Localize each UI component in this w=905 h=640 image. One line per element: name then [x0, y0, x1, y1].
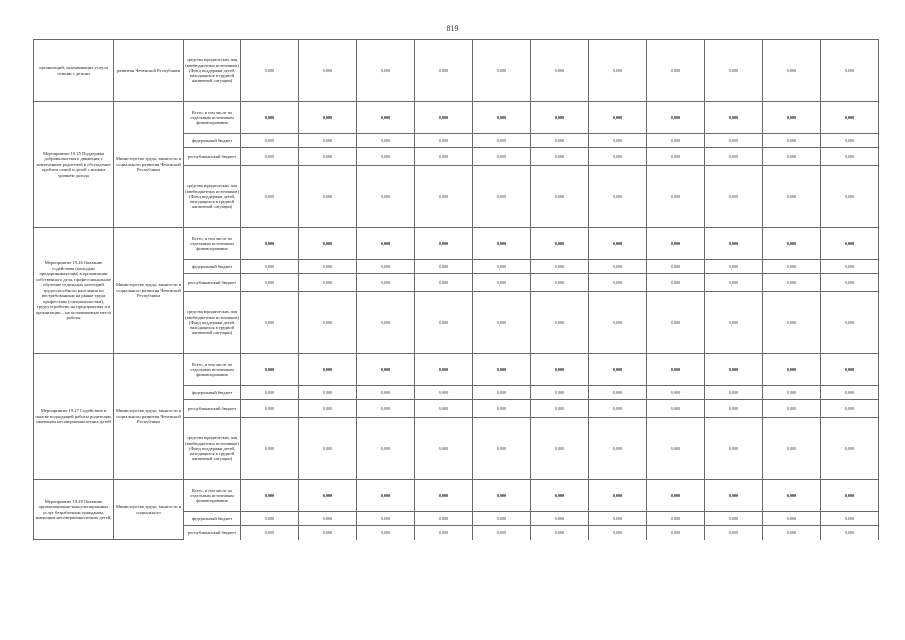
amount-cell: 0,000	[299, 480, 357, 512]
amount-cell: 0,000	[821, 274, 879, 292]
amount-cell: 0,000	[241, 386, 299, 400]
amount-cell: 0,000	[531, 386, 589, 400]
amount-cell: 0,000	[589, 148, 647, 166]
amount-cell: 0,000	[241, 260, 299, 274]
amount-cell: 0,000	[241, 40, 299, 102]
amount-cell: 0,000	[705, 386, 763, 400]
page-number: 819	[446, 24, 459, 33]
amount-cell: 0,000	[647, 260, 705, 274]
funding-source-cell: средства юридических лиц (внебюджетных источников) (Фонд поддержки детей, находящихся в трудной жизненной ситуации)	[184, 166, 241, 228]
amount-cell: 0,000	[531, 400, 589, 418]
amount-cell: 0,000	[473, 526, 531, 540]
amount-cell: 0,000	[647, 526, 705, 540]
amount-cell: 0,000	[415, 166, 473, 228]
amount-cell: 0,000	[821, 228, 879, 260]
amount-cell: 0,000	[473, 102, 531, 134]
amount-cell: 0,000	[763, 354, 821, 386]
amount-cell: 0,000	[821, 418, 879, 480]
amount-cell: 0,000	[647, 386, 705, 400]
amount-cell: 0,000	[531, 166, 589, 228]
amount-cell: 0,000	[821, 134, 879, 148]
amount-cell: 0,000	[357, 102, 415, 134]
amount-cell: 0,000	[763, 418, 821, 480]
amount-cell: 0,000	[763, 102, 821, 134]
amount-cell: 0,000	[589, 134, 647, 148]
amount-cell: 0,000	[357, 480, 415, 512]
executor-cell: развития Чеченской Республики	[114, 40, 184, 102]
amount-cell: 0,000	[705, 400, 763, 418]
amount-cell: 0,000	[299, 274, 357, 292]
funding-source-cell: республиканский бюджет	[184, 400, 241, 418]
amount-cell: 0,000	[241, 274, 299, 292]
amount-cell: 0,000	[763, 166, 821, 228]
amount-cell: 0,000	[647, 40, 705, 102]
amount-cell: 0,000	[415, 418, 473, 480]
amount-cell: 0,000	[299, 148, 357, 166]
amount-cell: 0,000	[763, 274, 821, 292]
amount-cell: 0,000	[589, 260, 647, 274]
funding-source-cell: республиканский бюджет	[184, 526, 241, 540]
amount-cell: 0,000	[299, 386, 357, 400]
amount-cell: 0,000	[705, 526, 763, 540]
budget-table	[33, 39, 879, 540]
amount-cell: 0,000	[415, 228, 473, 260]
amount-cell: 0,000	[531, 480, 589, 512]
amount-cell: 0,000	[589, 166, 647, 228]
amount-cell: 0,000	[647, 134, 705, 148]
amount-cell: 0,000	[821, 260, 879, 274]
amount-cell: 0,000	[357, 354, 415, 386]
amount-cell: 0,000	[705, 148, 763, 166]
amount-cell: 0,000	[763, 228, 821, 260]
amount-cell: 0,000	[647, 400, 705, 418]
amount-cell: 0,000	[299, 400, 357, 418]
amount-cell: 0,000	[589, 40, 647, 102]
amount-cell: 0,000	[473, 228, 531, 260]
table-row	[34, 228, 879, 260]
amount-cell: 0,000	[705, 134, 763, 148]
amount-cell: 0,000	[705, 166, 763, 228]
amount-cell: 0,000	[705, 274, 763, 292]
funding-source-cell: федеральный бюджет	[184, 386, 241, 400]
amount-cell: 0,000	[473, 354, 531, 386]
amount-cell: 0,000	[531, 148, 589, 166]
amount-cell: 0,000	[415, 400, 473, 418]
amount-cell: 0,000	[589, 512, 647, 526]
amount-cell: 0,000	[647, 418, 705, 480]
amount-cell: 0,000	[241, 292, 299, 354]
amount-cell: 0,000	[415, 512, 473, 526]
amount-cell: 0,000	[299, 418, 357, 480]
amount-cell: 0,000	[415, 148, 473, 166]
funding-source-cell: Всего, в том числе по отдельным источникам финансирования	[184, 102, 241, 134]
amount-cell: 0,000	[241, 418, 299, 480]
amount-cell: 0,000	[299, 228, 357, 260]
amount-cell: 0,000	[415, 354, 473, 386]
amount-cell: 0,000	[821, 292, 879, 354]
amount-cell: 0,000	[415, 526, 473, 540]
amount-cell: 0,000	[705, 228, 763, 260]
amount-cell: 0,000	[415, 274, 473, 292]
amount-cell: 0,000	[763, 480, 821, 512]
amount-cell: 0,000	[531, 526, 589, 540]
amount-cell: 0,000	[647, 166, 705, 228]
amount-cell: 0,000	[705, 102, 763, 134]
amount-cell: 0,000	[357, 166, 415, 228]
funding-source-cell: Всего, в том числе по отдельным источникам финансирования	[184, 228, 241, 260]
amount-cell: 0,000	[705, 418, 763, 480]
amount-cell: 0,000	[763, 260, 821, 274]
amount-cell: 0,000	[705, 40, 763, 102]
funding-source-cell: Всего, в том числе по отдельным источникам финансирования	[184, 354, 241, 386]
amount-cell: 0,000	[357, 40, 415, 102]
amount-cell: 0,000	[241, 102, 299, 134]
amount-cell: 0,000	[241, 134, 299, 148]
amount-cell: 0,000	[357, 526, 415, 540]
amount-cell: 0,000	[531, 102, 589, 134]
amount-cell: 0,000	[705, 512, 763, 526]
amount-cell: 0,000	[705, 480, 763, 512]
amount-cell: 0,000	[241, 400, 299, 418]
funding-source-cell: республиканский бюджет	[184, 148, 241, 166]
amount-cell: 0,000	[473, 260, 531, 274]
amount-cell: 0,000	[241, 526, 299, 540]
amount-cell: 0,000	[589, 354, 647, 386]
amount-cell: 0,000	[415, 102, 473, 134]
amount-cell: 0,000	[357, 400, 415, 418]
amount-cell: 0,000	[357, 274, 415, 292]
amount-cell: 0,000	[299, 260, 357, 274]
amount-cell: 0,000	[647, 480, 705, 512]
amount-cell: 0,000	[415, 386, 473, 400]
amount-cell: 0,000	[473, 166, 531, 228]
amount-cell: 0,000	[473, 512, 531, 526]
amount-cell: 0,000	[531, 228, 589, 260]
amount-cell: 0,000	[821, 480, 879, 512]
amount-cell: 0,000	[589, 274, 647, 292]
amount-cell: 0,000	[705, 292, 763, 354]
amount-cell: 0,000	[821, 40, 879, 102]
amount-cell: 0,000	[241, 166, 299, 228]
amount-cell: 0,000	[357, 386, 415, 400]
amount-cell: 0,000	[299, 354, 357, 386]
amount-cell: 0,000	[821, 386, 879, 400]
amount-cell: 0,000	[357, 512, 415, 526]
funding-source-cell: федеральный бюджет	[184, 260, 241, 274]
executor-cell: Министерство труда, занятости и социального развития Чеченской Республики	[114, 354, 184, 480]
amount-cell: 0,000	[763, 512, 821, 526]
amount-cell: 0,000	[415, 292, 473, 354]
amount-cell: 0,000	[589, 228, 647, 260]
amount-cell: 0,000	[589, 400, 647, 418]
amount-cell: 0,000	[473, 134, 531, 148]
amount-cell: 0,000	[357, 228, 415, 260]
funding-source-cell: средства юридических лиц (внебюджетных источников) (Фонд поддержки детей, находящихся в трудной жизненной ситуации)	[184, 418, 241, 480]
amount-cell: 0,000	[705, 354, 763, 386]
amount-cell: 0,000	[299, 102, 357, 134]
amount-cell: 0,000	[531, 134, 589, 148]
event-name-cell: организаций, оказывающих услуги семьям с детьми	[34, 40, 114, 102]
amount-cell: 0,000	[821, 148, 879, 166]
amount-cell: 0,000	[589, 292, 647, 354]
amount-cell: 0,000	[763, 148, 821, 166]
amount-cell: 0,000	[299, 134, 357, 148]
amount-cell: 0,000	[531, 292, 589, 354]
amount-cell: 0,000	[705, 260, 763, 274]
amount-cell: 0,000	[647, 102, 705, 134]
amount-cell: 0,000	[473, 418, 531, 480]
amount-cell: 0,000	[299, 292, 357, 354]
event-name-cell: Мероприятие 19.27 Содействие в поиске подходящей работы родителям, имеющим несовершеннолетних детей	[34, 354, 114, 480]
amount-cell: 0,000	[415, 40, 473, 102]
amount-cell: 0,000	[531, 40, 589, 102]
amount-cell: 0,000	[821, 102, 879, 134]
amount-cell: 0,000	[647, 292, 705, 354]
funding-source-cell: Всего, в том числе по отдельным источникам финансирования	[184, 480, 241, 512]
amount-cell: 0,000	[473, 40, 531, 102]
amount-cell: 0,000	[821, 354, 879, 386]
amount-cell: 0,000	[647, 148, 705, 166]
event-name-cell: Мероприятие 19.28 Оказание организационно-консультационных услуг безработным гражданам, имеющим несовершеннолетних детей,	[34, 480, 114, 540]
amount-cell: 0,000	[241, 228, 299, 260]
amount-cell: 0,000	[763, 386, 821, 400]
amount-cell: 0,000	[473, 292, 531, 354]
amount-cell: 0,000	[763, 134, 821, 148]
executor-cell: Министерство труда, занятости и социального развития Чеченской Республики	[114, 102, 184, 228]
amount-cell: 0,000	[647, 274, 705, 292]
amount-cell: 0,000	[473, 274, 531, 292]
amount-cell: 0,000	[531, 418, 589, 480]
amount-cell: 0,000	[647, 354, 705, 386]
table-row	[34, 480, 879, 512]
amount-cell: 0,000	[821, 400, 879, 418]
amount-cell: 0,000	[473, 386, 531, 400]
amount-cell: 0,000	[299, 526, 357, 540]
amount-cell: 0,000	[299, 40, 357, 102]
amount-cell: 0,000	[763, 292, 821, 354]
amount-cell: 0,000	[589, 102, 647, 134]
amount-cell: 0,000	[473, 400, 531, 418]
amount-cell: 0,000	[647, 228, 705, 260]
funding-source-cell: средства юридических лиц (внебюджетных источников) (Фонд поддержки детей, находящихся в трудной жизненной ситуации)	[184, 292, 241, 354]
executor-cell: Министерство труда, занятости и социального	[114, 480, 184, 540]
funding-source-cell: средства юридических лиц (внебюджетных источников) (Фонд поддержки детей, находящихся в трудной жизненной ситуации)	[184, 40, 241, 102]
amount-cell: 0,000	[531, 260, 589, 274]
amount-cell: 0,000	[589, 480, 647, 512]
amount-cell: 0,000	[589, 418, 647, 480]
amount-cell: 0,000	[357, 260, 415, 274]
amount-cell: 0,000	[415, 480, 473, 512]
event-name-cell: Мероприятие 19.26 Оказание содействия (молодым предпринимателям) в организации собственного дела, профессиональное обучение отдельных категорий трудоспособного населения по востребованным на рынке труда профессиям (специальностям), трудоустройство на предприятиях и в организации – на оплачиваемые места работы	[34, 228, 114, 354]
amount-cell: 0,000	[763, 40, 821, 102]
table-row	[34, 40, 879, 102]
amount-cell: 0,000	[531, 274, 589, 292]
amount-cell: 0,000	[241, 480, 299, 512]
table-row	[34, 102, 879, 134]
executor-cell: Министерство труда, занятости и социального развития Чеченской Республики	[114, 228, 184, 354]
amount-cell: 0,000	[415, 134, 473, 148]
amount-cell: 0,000	[821, 526, 879, 540]
amount-cell: 0,000	[357, 292, 415, 354]
amount-cell: 0,000	[357, 418, 415, 480]
funding-source-cell: федеральный бюджет	[184, 134, 241, 148]
amount-cell: 0,000	[763, 526, 821, 540]
amount-cell: 0,000	[589, 386, 647, 400]
table-row	[34, 354, 879, 386]
amount-cell: 0,000	[647, 512, 705, 526]
amount-cell: 0,000	[357, 148, 415, 166]
amount-cell: 0,000	[531, 512, 589, 526]
amount-cell: 0,000	[241, 148, 299, 166]
amount-cell: 0,000	[415, 260, 473, 274]
amount-cell: 0,000	[299, 166, 357, 228]
amount-cell: 0,000	[473, 148, 531, 166]
funding-source-cell: республиканский бюджет	[184, 274, 241, 292]
funding-source-cell: федеральный бюджет	[184, 512, 241, 526]
amount-cell: 0,000	[241, 354, 299, 386]
amount-cell: 0,000	[821, 512, 879, 526]
amount-cell: 0,000	[821, 166, 879, 228]
amount-cell: 0,000	[241, 512, 299, 526]
amount-cell: 0,000	[357, 134, 415, 148]
amount-cell: 0,000	[531, 354, 589, 386]
amount-cell: 0,000	[473, 480, 531, 512]
event-name-cell: Мероприятие 19.25 Поддержка добровольческого движения с вовлечением родителей в обсуждение проблем семей и детей с низким уровнем дохода	[34, 102, 114, 228]
amount-cell: 0,000	[299, 512, 357, 526]
amount-cell: 0,000	[763, 400, 821, 418]
amount-cell: 0,000	[589, 526, 647, 540]
